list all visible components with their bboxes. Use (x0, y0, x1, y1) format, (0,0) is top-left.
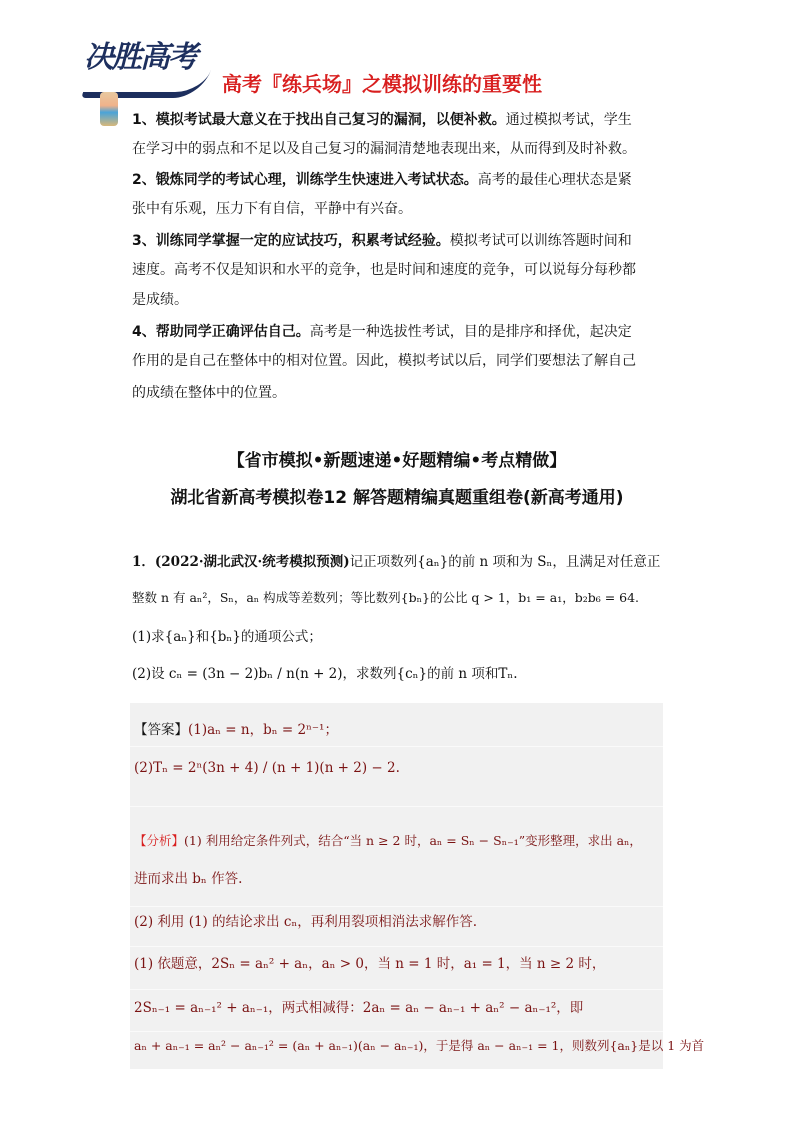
answer-line-2: (2)Tₙ = 2ⁿ(3n + 4) / (n + 1)(n + 2) − 2. (134, 760, 400, 776)
question-line-2: 整数 n 有 aₙ²，Sₙ，aₙ 构成等差数列；等比数列{bₙ}的公比 q > 1，b₁ = a₁，b₂b₆ = 64. (132, 590, 640, 605)
paragraph-3-line-3: 是成绩。 (132, 292, 188, 308)
logo-student-icon (100, 92, 118, 126)
analysis-line-1: 【分析】(1) 利用给定条件列式，结合“当 n ≥ 2 时，aₙ = Sₙ − Sₙ₋₁”变形整理，求出 aₙ， (134, 833, 642, 848)
logo (80, 32, 215, 102)
exam-title: 湖北省新高考模拟卷12 解答题精编真题重组卷(新高考通用) (170, 488, 624, 508)
paragraph-3-line-2: 速度。高考不仅是知识和水平的竞争，也是时间和速度的竞争，可以说每分每秒都 (132, 262, 636, 278)
paragraph-2-line-1: 2、锻炼同学的考试心理，训练学生快速进入考试状态。高考的最佳心理状态是紧 (132, 172, 632, 188)
solution-line-1: (1) 依题意，2Sₙ = aₙ² + aₙ，aₙ > 0，当 n = 1 时，a₁ = 1，当 n ≥ 2 时， (134, 956, 606, 972)
analysis-line-2: 进而求出 bₙ 作答. (134, 871, 243, 887)
logo-text: 决胜高考 (84, 40, 196, 75)
section-heading: 【省市模拟•新题速递•好题精编•考点精做】 (227, 451, 567, 471)
paragraph-1-line-1: 1、模拟考试最大意义在于找出自己复习的漏洞，以便补救。通过模拟考试，学生 (132, 112, 632, 128)
paragraph-3-line-1: 3、训练同学掌握一定的应试技巧，积累考试经验。模拟考试可以训练答题时间和 (132, 233, 632, 249)
solution-line-2: 2Sₙ₋₁ = aₙ₋₁² + aₙ₋₁，两式相减得：2aₙ = aₙ − aₙ₋₁ + aₙ² − aₙ₋₁²，即 (134, 1000, 584, 1016)
analysis-line-3: (2) 利用 (1) 的结论求出 cₙ，再利用裂项相消法求解作答. (134, 914, 478, 930)
paragraph-1-line-2: 在学习中的弱点和不足以及自己复习的漏洞清楚地表现出来，从而得到及时补救。 (132, 141, 636, 157)
question-part-1: (1)求{aₙ}和{bₙ}的通项公式； (132, 629, 322, 645)
paragraph-2-line-2: 张中有乐观，压力下有自信，平静中有兴奋。 (132, 201, 412, 217)
question-line-1: 1．(2022·湖北武汉·统考模拟预测)记正项数列{aₙ}的前 n 项和为 Sₙ，且满足对任意正 (132, 554, 661, 570)
answer-line-1: 【答案】(1)aₙ = n，bₙ = 2ⁿ⁻¹； (134, 722, 338, 738)
paragraph-4-line-1: 4、帮助同学正确评估自己。高考是一种选拔性考试，目的是排序和择优，起决定 (132, 324, 632, 340)
solution-line-3: aₙ + aₙ₋₁ = aₙ² − aₙ₋₁² = (aₙ + aₙ₋₁)(aₙ − aₙ₋₁)，于是得 aₙ − aₙ₋₁ = 1，则数列{aₙ}是以 1 为首 (134, 1038, 705, 1053)
page-title: 高考『练兵场』之模拟训练的重要性 (222, 72, 542, 96)
question-part-2: (2)设 cₙ = (3n − 2)bₙ / n(n + 2)，求数列{cₙ}的前 n 项和Tₙ. (132, 666, 518, 682)
paragraph-4-line-2: 作用的是自己在整体中的相对位置。因此，模拟考试以后，同学们要想法了解自己 (132, 353, 636, 369)
paragraph-4-line-3: 的成绩在整体中的位置。 (132, 385, 286, 401)
